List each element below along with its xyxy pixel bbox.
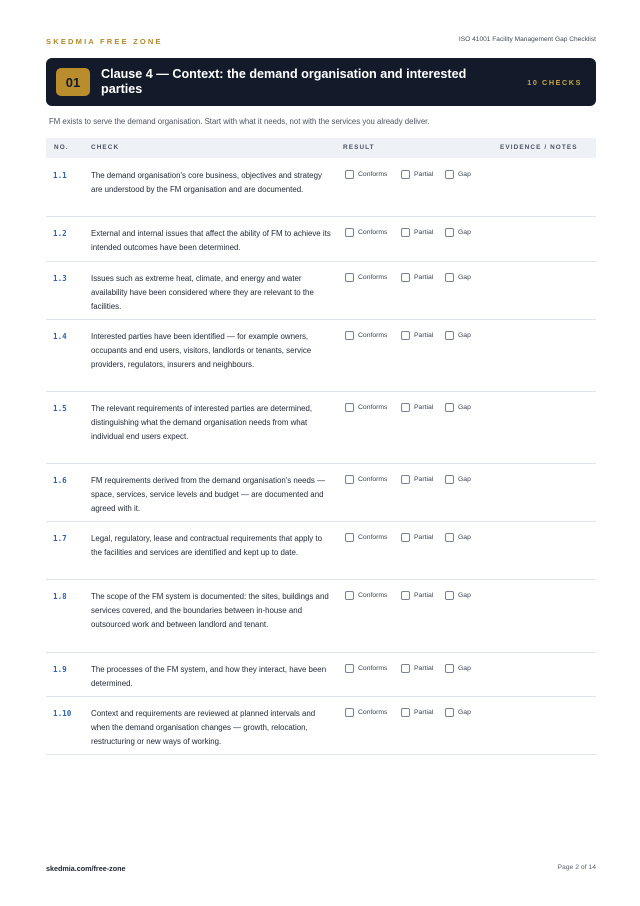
table-row — [46, 159, 596, 217]
option-label: Partial — [414, 534, 434, 541]
conforms-option[interactable] — [345, 591, 387, 600]
option-label: Conforms — [358, 229, 388, 236]
checkbox-icon[interactable] — [401, 533, 410, 542]
checkbox-icon[interactable] — [401, 331, 410, 340]
checkbox-icon[interactable] — [345, 331, 354, 340]
check-number: 1.1 — [53, 171, 67, 180]
checkbox-icon[interactable] — [401, 403, 410, 412]
check-number: 1.2 — [53, 229, 67, 238]
page-number: Page 2 of 14 — [557, 864, 596, 871]
brand-name: SKEDMIA FREE ZONE — [46, 37, 163, 46]
checkbox-icon[interactable] — [445, 273, 454, 282]
checkbox-icon[interactable] — [401, 708, 410, 717]
table-row — [46, 697, 596, 755]
check-number: 1.9 — [53, 665, 67, 674]
table-row — [46, 320, 596, 392]
section-banner — [46, 58, 596, 106]
option-label: Gap — [458, 404, 471, 411]
result-options — [343, 170, 503, 182]
section-title: Clause 4 — Context: the demand organisation and interested parties — [101, 67, 467, 96]
checkbox-icon[interactable] — [401, 591, 410, 600]
checkbox-icon[interactable] — [401, 170, 410, 179]
gap-option[interactable] — [445, 664, 471, 673]
check-number: 1.7 — [53, 534, 67, 543]
option-label: Partial — [414, 332, 434, 339]
check-number: 1.3 — [53, 274, 67, 283]
gap-option[interactable] — [445, 273, 471, 282]
result-options — [343, 403, 503, 415]
conforms-option[interactable] — [345, 475, 387, 484]
result-options — [343, 331, 503, 343]
option-label: Partial — [414, 229, 434, 236]
option-label: Partial — [414, 476, 434, 483]
result-options — [343, 273, 503, 285]
option-label: Partial — [414, 709, 434, 716]
checkbox-icon[interactable] — [345, 273, 354, 282]
result-options — [343, 591, 503, 603]
header-result: RESULT — [343, 144, 375, 151]
table-header — [46, 138, 596, 158]
table-row — [46, 217, 596, 262]
option-label: Gap — [458, 171, 471, 178]
check-text: The scope of the FM system is documented: the sites, buildings and services covered, and the boundaries between in-house and outsourced work and between landlord and tenant. — [91, 592, 329, 629]
conforms-option[interactable] — [345, 664, 387, 673]
checkbox-icon[interactable] — [445, 664, 454, 673]
checkbox-icon[interactable] — [445, 403, 454, 412]
partial-option[interactable] — [401, 591, 433, 600]
check-text: The processes of the FM system, and how they interact, have been determined. — [91, 665, 327, 688]
check-text: The relevant requirements of interested parties are determined, distinguishing what the demand organisation needs from what individual end users expect. — [91, 404, 313, 441]
option-label: Conforms — [358, 665, 388, 672]
checkbox-icon[interactable] — [445, 475, 454, 484]
check-number: 1.10 — [53, 709, 72, 718]
checkbox-icon[interactable] — [345, 475, 354, 484]
check-text: The demand organisation's core business, objectives and strategy are understood by the FM organisation and are documented. — [91, 171, 322, 194]
check-text: FM requirements derived from the demand organisation's needs — space, services, service levels and budget — are documented and agreed with it. — [91, 476, 325, 513]
footer-url[interactable]: skedmia.com/free-zone — [46, 864, 126, 873]
option-label: Gap — [458, 592, 471, 599]
partial-option[interactable] — [401, 331, 433, 340]
table-row — [46, 392, 596, 464]
checkbox-icon[interactable] — [345, 170, 354, 179]
conforms-option[interactable] — [345, 403, 387, 412]
checkbox-icon[interactable] — [345, 664, 354, 673]
gap-option[interactable] — [445, 475, 471, 484]
header-evidence: EVIDENCE / NOTES — [500, 144, 578, 151]
partial-option[interactable] — [401, 664, 433, 673]
gap-option[interactable] — [445, 533, 471, 542]
checkbox-icon[interactable] — [445, 331, 454, 340]
result-options — [343, 228, 503, 240]
option-label: Gap — [458, 274, 471, 281]
checkbox-icon[interactable] — [345, 591, 354, 600]
table-row — [46, 653, 596, 697]
conforms-option[interactable] — [345, 708, 387, 717]
option-label: Gap — [458, 665, 471, 672]
option-label: Conforms — [358, 332, 388, 339]
checkbox-icon[interactable] — [445, 533, 454, 542]
gap-option[interactable] — [445, 331, 471, 340]
check-text: Context and requirements are reviewed at planned intervals and when the demand organisation changes — growth, relocation, restructuring or new ways of working. — [91, 709, 316, 746]
table-row — [46, 464, 596, 522]
checkbox-icon[interactable] — [445, 170, 454, 179]
partial-option[interactable] — [401, 228, 433, 237]
conforms-option[interactable] — [345, 533, 387, 542]
gap-option[interactable] — [445, 228, 471, 237]
checkbox-icon[interactable] — [345, 708, 354, 717]
option-label: Gap — [458, 534, 471, 541]
partial-option[interactable] — [401, 533, 433, 542]
checkbox-icon[interactable] — [401, 273, 410, 282]
table-row — [46, 262, 596, 320]
table-row — [46, 580, 596, 653]
result-options — [343, 533, 503, 545]
checkbox-icon[interactable] — [445, 708, 454, 717]
page-header — [46, 36, 596, 48]
checkbox-icon[interactable] — [345, 228, 354, 237]
partial-option[interactable] — [401, 273, 433, 282]
checkbox-icon[interactable] — [345, 403, 354, 412]
option-label: Conforms — [358, 274, 388, 281]
check-text: Issues such as extreme heat, climate, and energy and water availability have been considered where they are relevant to the facilities. — [91, 274, 314, 311]
option-label: Conforms — [358, 534, 388, 541]
table-row — [46, 522, 596, 580]
check-number: 1.4 — [53, 332, 67, 341]
partial-option[interactable] — [401, 403, 433, 412]
option-label: Gap — [458, 332, 471, 339]
conforms-option[interactable] — [345, 273, 387, 282]
option-label: Gap — [458, 709, 471, 716]
checkbox-icon[interactable] — [445, 228, 454, 237]
gap-option[interactable] — [445, 591, 471, 600]
checkbox-icon[interactable] — [345, 533, 354, 542]
option-label: Partial — [414, 404, 434, 411]
partial-option[interactable] — [401, 708, 433, 717]
option-label: Conforms — [358, 171, 388, 178]
option-label: Partial — [414, 171, 434, 178]
checkbox-icon[interactable] — [401, 228, 410, 237]
option-label: Conforms — [358, 709, 388, 716]
check-number: 1.5 — [53, 404, 67, 413]
option-label: Partial — [414, 592, 434, 599]
result-options — [343, 664, 503, 676]
check-number: 1.8 — [53, 592, 67, 601]
check-count: 10 CHECKS — [527, 78, 582, 87]
conforms-option[interactable] — [345, 331, 387, 340]
conforms-option[interactable] — [345, 228, 387, 237]
option-label: Gap — [458, 229, 471, 236]
option-label: Conforms — [358, 404, 388, 411]
partial-option[interactable] — [401, 170, 433, 179]
gap-option[interactable] — [445, 403, 471, 412]
check-text: Legal, regulatory, lease and contractual requirements that apply to the facilities and services are identified and kept up to date. — [91, 534, 323, 557]
option-label: Partial — [414, 665, 434, 672]
option-label: Partial — [414, 274, 434, 281]
header-check: CHECK — [91, 144, 120, 151]
document-title: ISO 41001 Facility Management Gap Checklist — [458, 36, 596, 43]
gap-option[interactable] — [445, 708, 471, 717]
checkbox-icon[interactable] — [401, 475, 410, 484]
section-intro: FM exists to serve the demand organisation. Start with what it needs, not with the services you already deliver. — [49, 117, 430, 126]
check-text: Interested parties have been identified — for example owners, occupants and end users, visitors, landlords or tenants, service providers, regulators, insurers and neighbours. — [91, 332, 312, 369]
partial-option[interactable] — [401, 475, 433, 484]
check-number: 1.6 — [53, 476, 67, 485]
result-options — [343, 475, 503, 487]
gap-option[interactable] — [445, 170, 471, 179]
section-number: 01 — [56, 68, 90, 96]
checkbox-icon[interactable] — [401, 664, 410, 673]
checkbox-icon[interactable] — [445, 591, 454, 600]
check-text: External and internal issues that affect the ability of FM to achieve its intended outcomes have been determined. — [91, 229, 331, 252]
conforms-option[interactable] — [345, 170, 387, 179]
result-options — [343, 708, 503, 720]
option-label: Conforms — [358, 592, 388, 599]
option-label: Conforms — [358, 476, 388, 483]
option-label: Gap — [458, 476, 471, 483]
header-no: NO. — [54, 144, 69, 151]
